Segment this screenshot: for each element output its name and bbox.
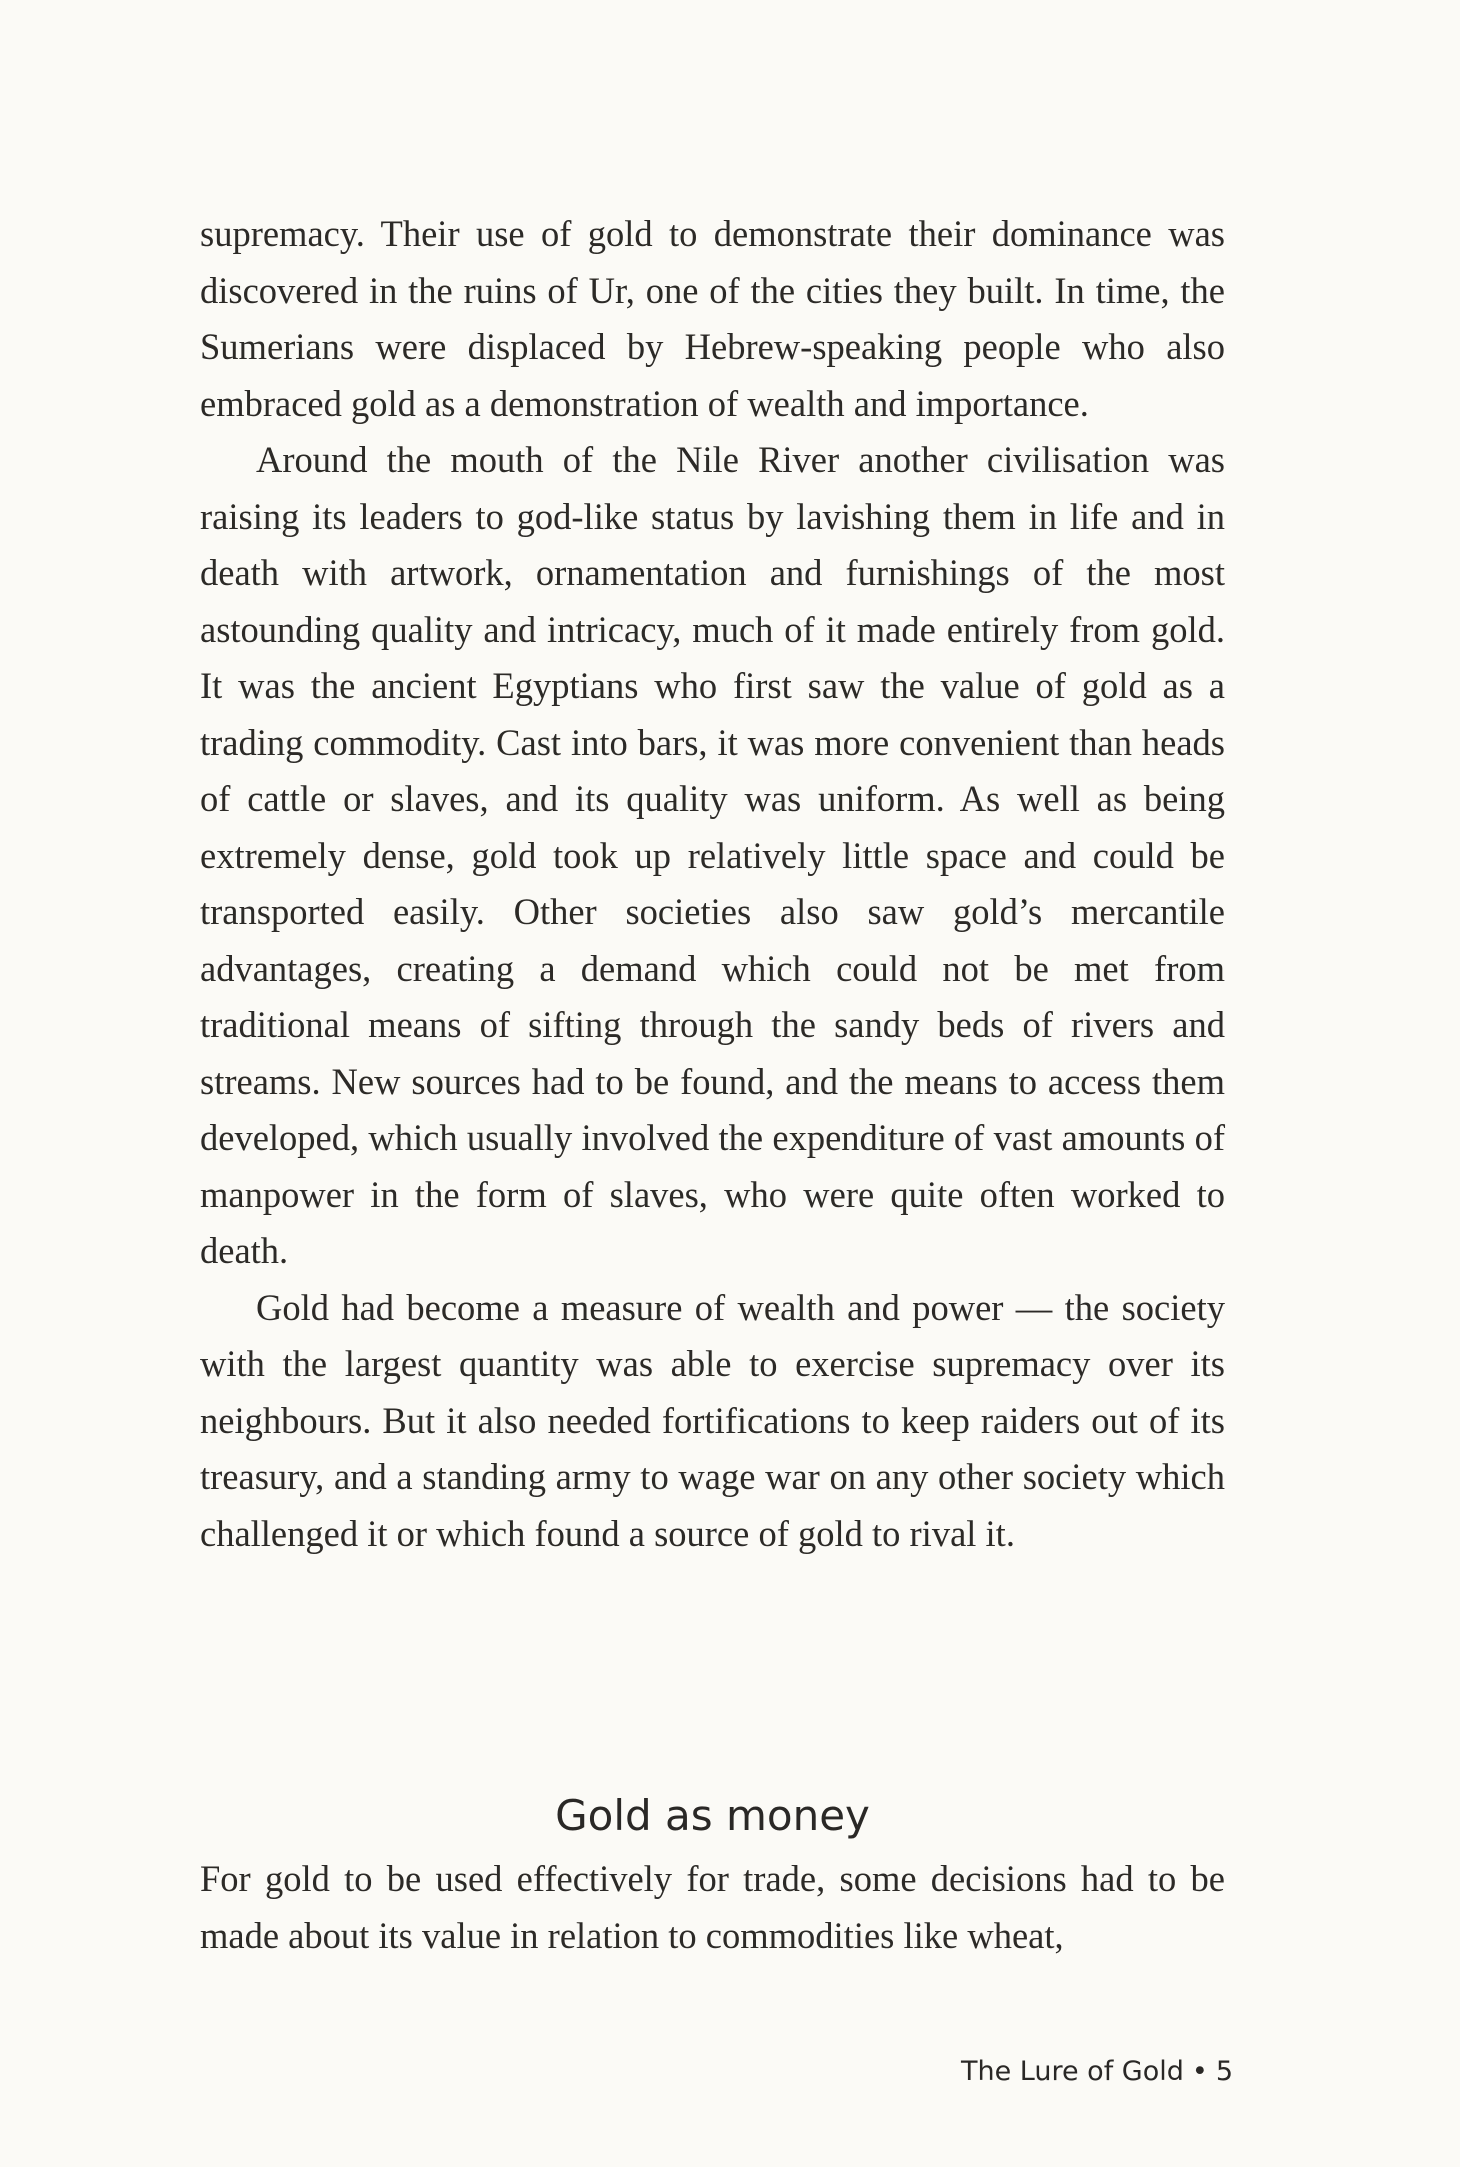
body-text [200, 206, 1225, 1562]
paragraph-gold-as-money: For gold to be used effectively for trade, some decisions had to be made about its value in relation to commodities like wheat, [200, 1858, 1225, 1956]
paragraph-wealth-power: Gold had become a measure of wealth and power — the society with the largest quantity was able to exercise supremacy over its neighbours. But it also needed fortifications to keep raiders out of its treasury, and a standing army to wage war on any other society which challenged it or which found a source of gold to rival it. [200, 1286, 1225, 1554]
section-heading: Gold as money [555, 1791, 870, 1840]
paragraph-egyptians: Around the mouth of the Nile River another civilisation was raising its leaders to god-like status by lavishing them in life and in death with artwork, ornamentation and furnishings of the most astounding quality and intricacy, much of it made entirely from gold. It was the ancient Egyptians who first saw the value of gold as a trading commodity. Cast into bars, it was more convenient than heads of cattle or slaves, and its quality was uniform. As well as being extremely dense, gold took up relatively little space and could be transported easily. Other societies also saw gold’s mercantile advantages, creating a demand which could not be met from traditional means of sifting through the sandy beds of rivers and streams. New sources had to be found, and the means to access them developed, which usually involved the expenditure of vast amounts of manpower in the form of slaves, who were quite often worked to death. [200, 439, 1225, 1271]
page-footer [961, 2052, 1233, 2092]
paragraph-continued: supremacy. Their use of gold to demonstrate their dominance was discovered in the ruins of Ur, one of the cities they built. In time, the Sumerians were displaced by Hebrew-speaking people who also embraced gold as a demonstration of wealth and importance. [200, 213, 1225, 424]
section-body-text [200, 1851, 1225, 1964]
footer-separator: • [1191, 2056, 1208, 2087]
page-number: 5 [1215, 2056, 1233, 2087]
footer-book-title: The Lure of Gold [961, 2056, 1184, 2087]
